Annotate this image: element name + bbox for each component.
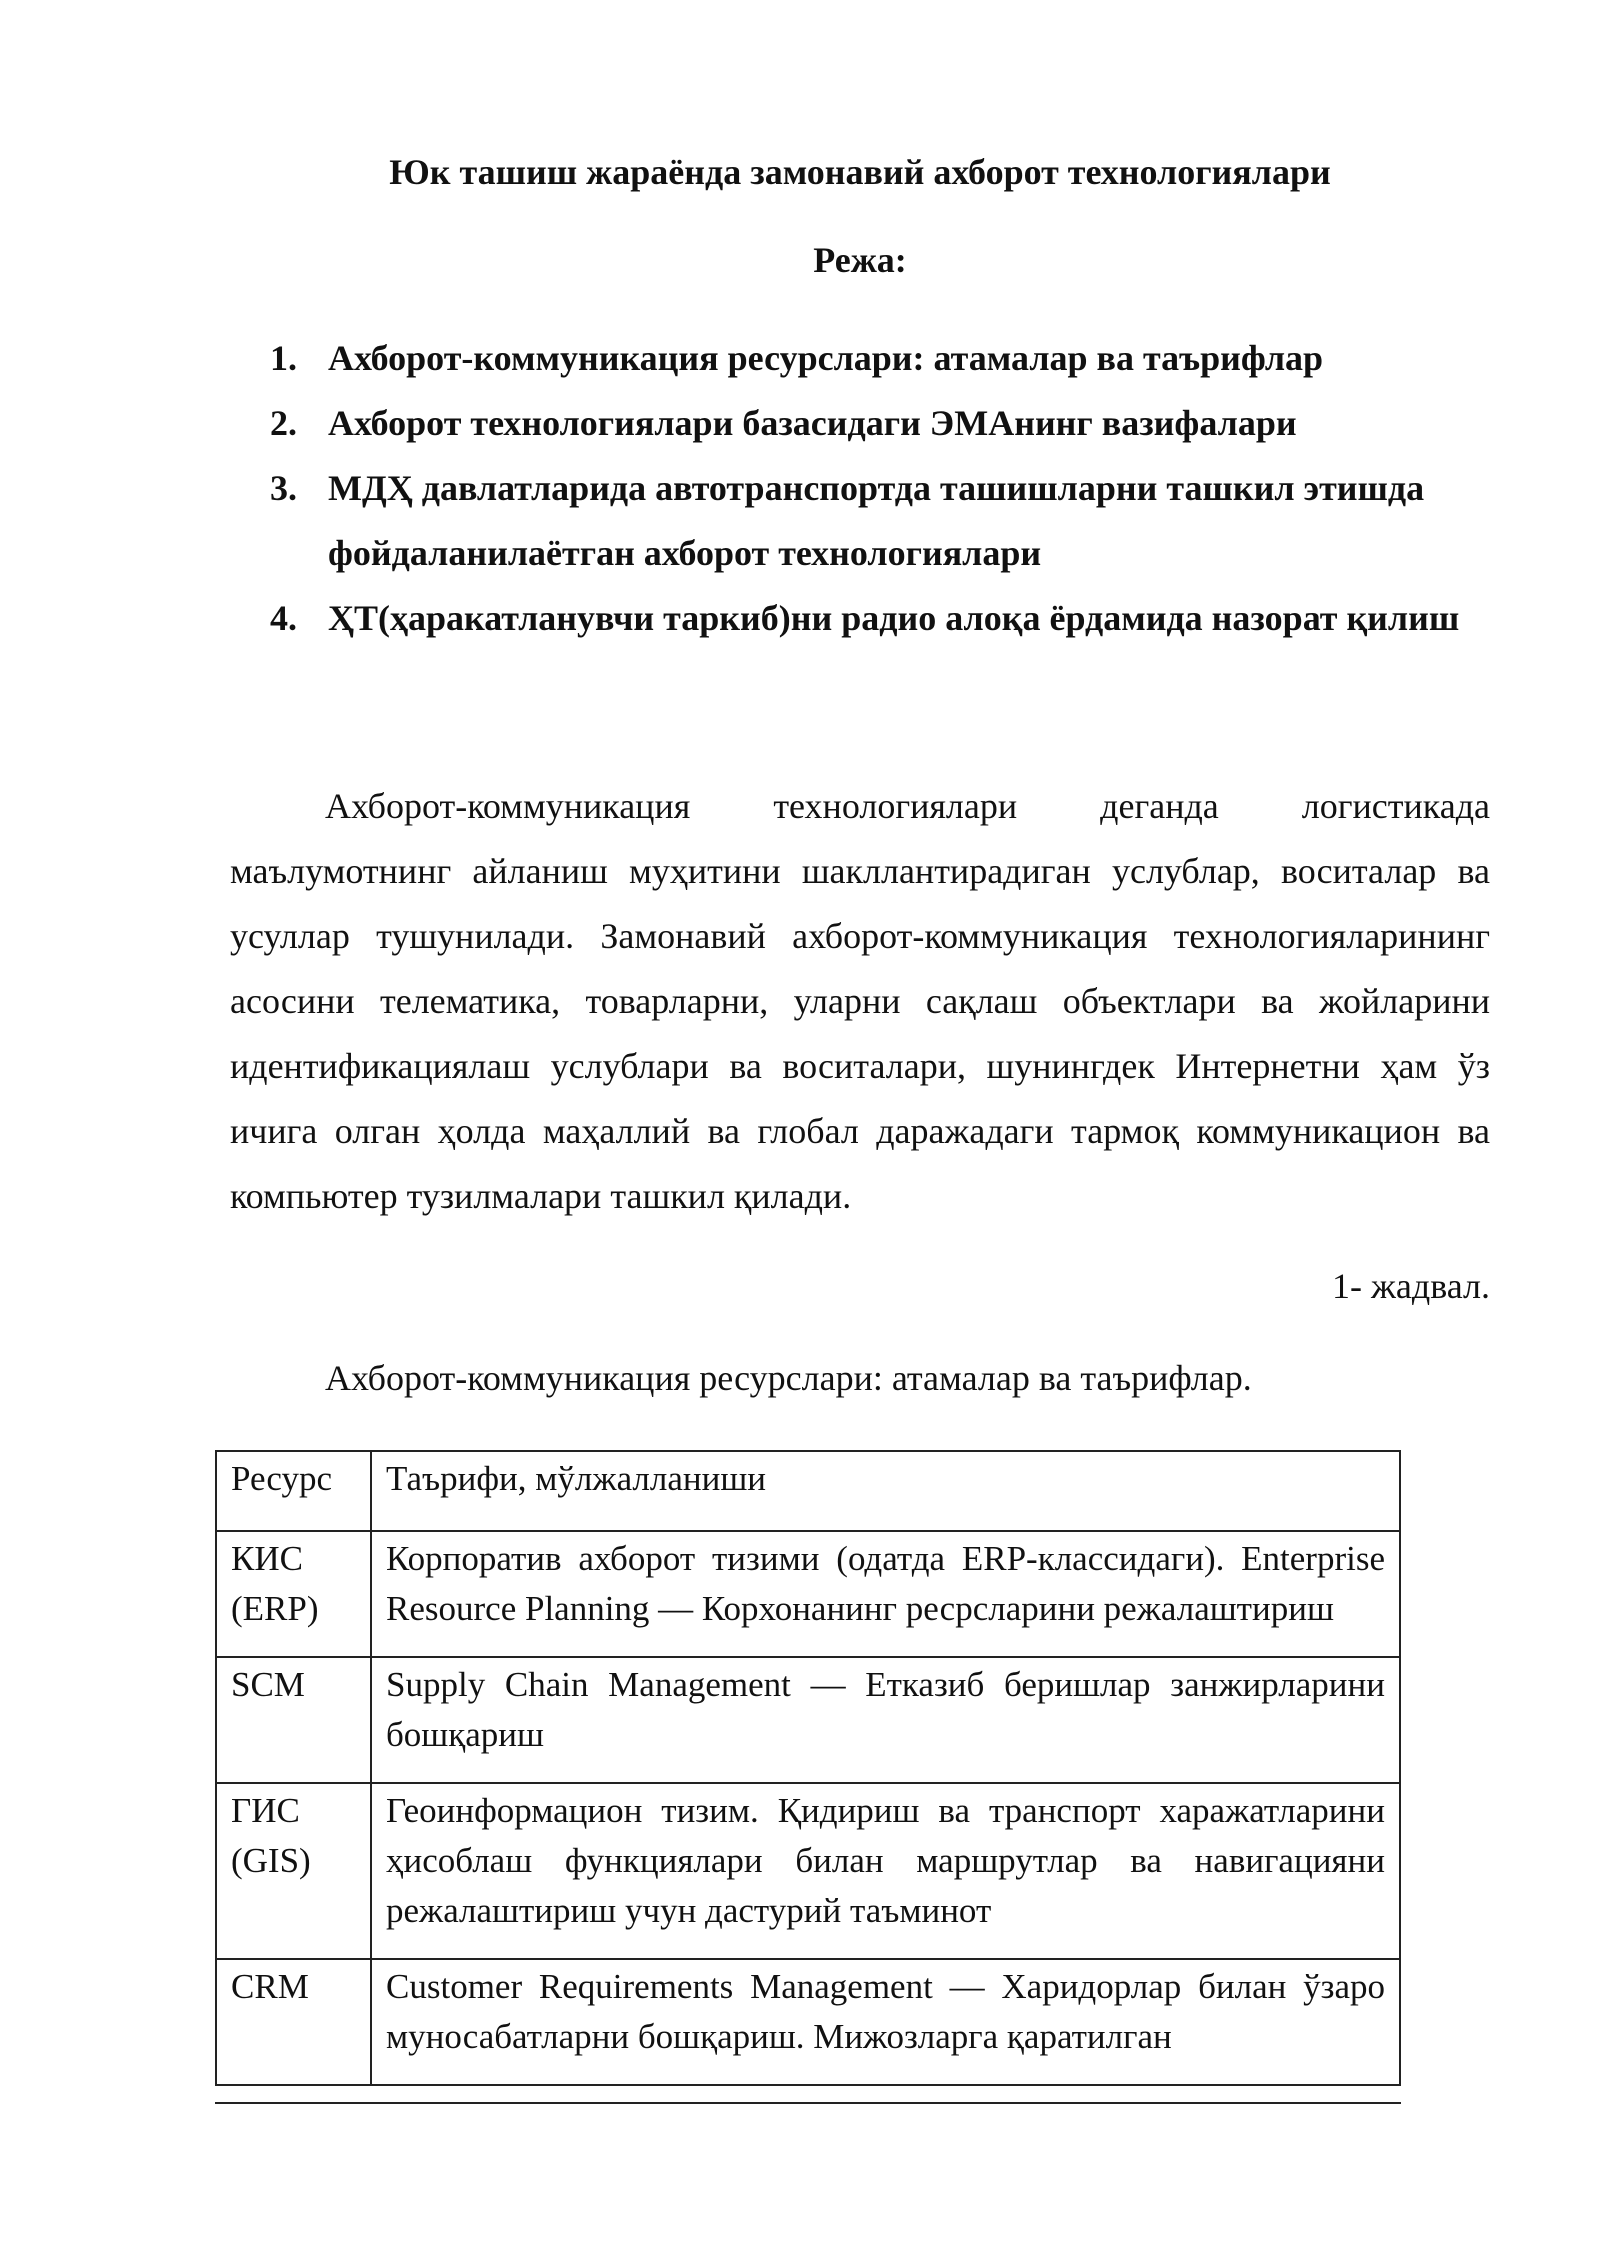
resource-cell: SCM <box>216 1657 371 1783</box>
plan-item <box>270 326 1510 391</box>
table-row <box>216 1783 1400 1959</box>
plan-item-number: 4. <box>270 598 297 638</box>
table-row <box>216 1959 1400 2085</box>
definition-cell: Геоинформацион тизим. Қидириш ва транспорт харажатларини ҳисоблаш функциялари билан маршрутлар ва навигацияни режалаштириш учун дастурий таъминот <box>371 1783 1400 1959</box>
plan-item <box>270 586 1510 651</box>
plan-item-number: 3. <box>270 468 297 508</box>
document-title: Юк ташиш жараёнда замонавий ахборот технологиялари <box>389 152 1331 192</box>
table-header-row <box>216 1451 1400 1531</box>
resources-table <box>215 1450 1401 2086</box>
resources-table-container <box>215 1450 1401 2104</box>
plan-item-text: МДҲ давлатларида автотранспортда ташишларни ташкил этишда фойдаланилаётган ахборот технологиялари <box>328 468 1425 573</box>
plan-list <box>270 326 1510 651</box>
definition-cell: Supply Chain Management — Етказиб беришлар занжирларини бошқариш <box>371 1657 1400 1783</box>
table-title: Ахборот-коммуникация ресурслари: атамалар ва таърифлар. <box>325 1358 1252 1398</box>
resource-cell: CRM <box>216 1959 371 2085</box>
definition-cell: Корпоратив ахборот тизими (одатда ERP-классидаги). Enterprise Resource Planning — Корхонанинг ресрсларини режалаштириш <box>371 1531 1400 1657</box>
table-row <box>216 1531 1400 1657</box>
resource-cell: КИС (ERP) <box>216 1531 371 1657</box>
plan-item <box>270 391 1510 456</box>
header-cell-resource: Ресурс <box>216 1451 371 1531</box>
resource-cell: ГИС (GIS) <box>216 1783 371 1959</box>
body-paragraph: Ахборот-коммуникация технологиялари деганда логистикада маълумотнинг айланиш муҳитини шакллантирадиган услублар, воситалар ва усуллар тушунилади. Замонавий ахборот-коммуникация технологияларининг асосини телематика, товарларни, уларни сақлаш объектлари ва жойларини идентификациялаш услублари ва воситалари, шунингдек Интернетни ҳам ўз ичига олган ҳолда маҳаллий ва глобал даражадаги тармоқ коммуникацион ва компьютер тузилмалари ташкил қилади. <box>230 786 1490 1216</box>
plan-item-text: Ахборот-коммуникация ресурслари: атамалар ва таърифлар <box>328 338 1324 378</box>
table-caption: 1- жадвал. <box>1332 1266 1490 1306</box>
header-cell-definition: Таърифи, мўлжалланиши <box>371 1451 1400 1531</box>
plan-item-number: 2. <box>270 403 297 443</box>
plan-item-number: 1. <box>270 338 297 378</box>
table-row <box>216 1657 1400 1783</box>
plan-heading: Режа: <box>813 240 907 280</box>
definition-cell: Customer Requirements Management — Харидорлар билан ўзаро муносабатларни бошқариш. Мижозларга қаратилган <box>371 1959 1400 2085</box>
plan-item <box>270 456 1510 586</box>
plan-item-text: Ахборот технологиялари базасидаги ЭМАнинг вазифалари <box>328 403 1297 443</box>
plan-item-text: ҲТ(ҳаракатланувчи таркиб)ни радио алоқа ёрдамида назорат қилиш <box>328 598 1460 638</box>
